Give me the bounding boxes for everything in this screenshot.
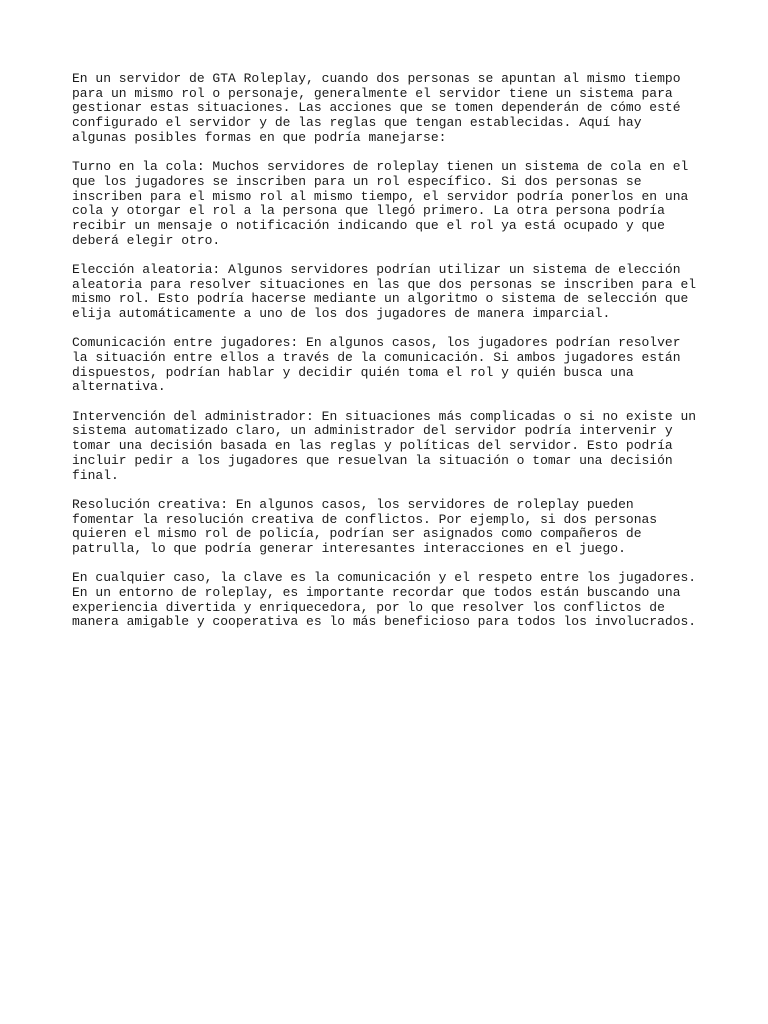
paragraph-conclusion: En cualquier caso, la clave es la comunicación y el respeto entre los jugadores. En un entorno de roleplay, es importante recordar que todos están buscando una experiencia divertida y enriquecedora, por lo que resolver los conflictos de manera amigable y cooperativa es lo más beneficioso para todos los involucrados. bbox=[72, 570, 697, 630]
paragraph-resolucion-creativa: Resolución creativa: En algunos casos, los servidores de roleplay pueden fomentar la resolución creativa de conflictos. Por ejemplo, si dos personas quieren el mismo rol de policía, podrían ser asignados como compañeros de patrulla, lo que podría generar interesantes interacciones en el juego. bbox=[72, 496, 658, 556]
document-page bbox=[72, 72, 702, 645]
paragraph-intro: En un servidor de GTA Roleplay, cuando dos personas se apuntan al mismo tiempo para un mismo rol o personaje, generalmente el servidor tiene un sistema para gestionar estas situaciones. Las acciones que se tomen dependerán de cómo esté configurado el servidor y de las reglas que tengan establecidas. Aquí hay algunas posibles formas en que podría manejarse: bbox=[72, 71, 681, 145]
paragraph-comunicacion: Comunicación entre jugadores: En algunos casos, los jugadores podrían resolver la situación entre ellos a través de la comunicación. Si ambos jugadores están dispuestos, podrían hablar y decidir quién toma el rol y quién busca una alternativa. bbox=[72, 335, 681, 395]
paragraph-turno-en-la-cola: Turno en la cola: Muchos servidores de roleplay tienen un sistema de cola en el que los jugadores se inscriben para un rol específico. Si dos personas se inscriben para el mismo rol al mismo tiempo, el servidor podría ponerlos en una cola y otorgar el rol a la persona que llegó primero. La otra persona podría recibir un mensaje o notificación indicando que el rol ya está ocupado y que deberá elegir otro. bbox=[72, 159, 689, 248]
paragraph-eleccion-aleatoria: Elección aleatoria: Algunos servidores podrían utilizar un sistema de elección aleatoria para resolver situaciones en las que dos personas se inscriben para el mismo rol. Esto podría hacerse mediante un algoritmo o sistema de selección que elija automáticamente a uno de los dos jugadores de manera imparcial. bbox=[72, 261, 697, 322]
paragraph-intervencion-admin: Intervención del administrador: En situaciones más complicadas o si no existe un sistema automatizado claro, un administrador del servidor podría intervenir y tomar una decisión basada en las reglas y políticas del servidor. Esto podría incluir pedir a los jugadores que resuelvan la situación o tomar una decisión final. bbox=[72, 408, 697, 483]
